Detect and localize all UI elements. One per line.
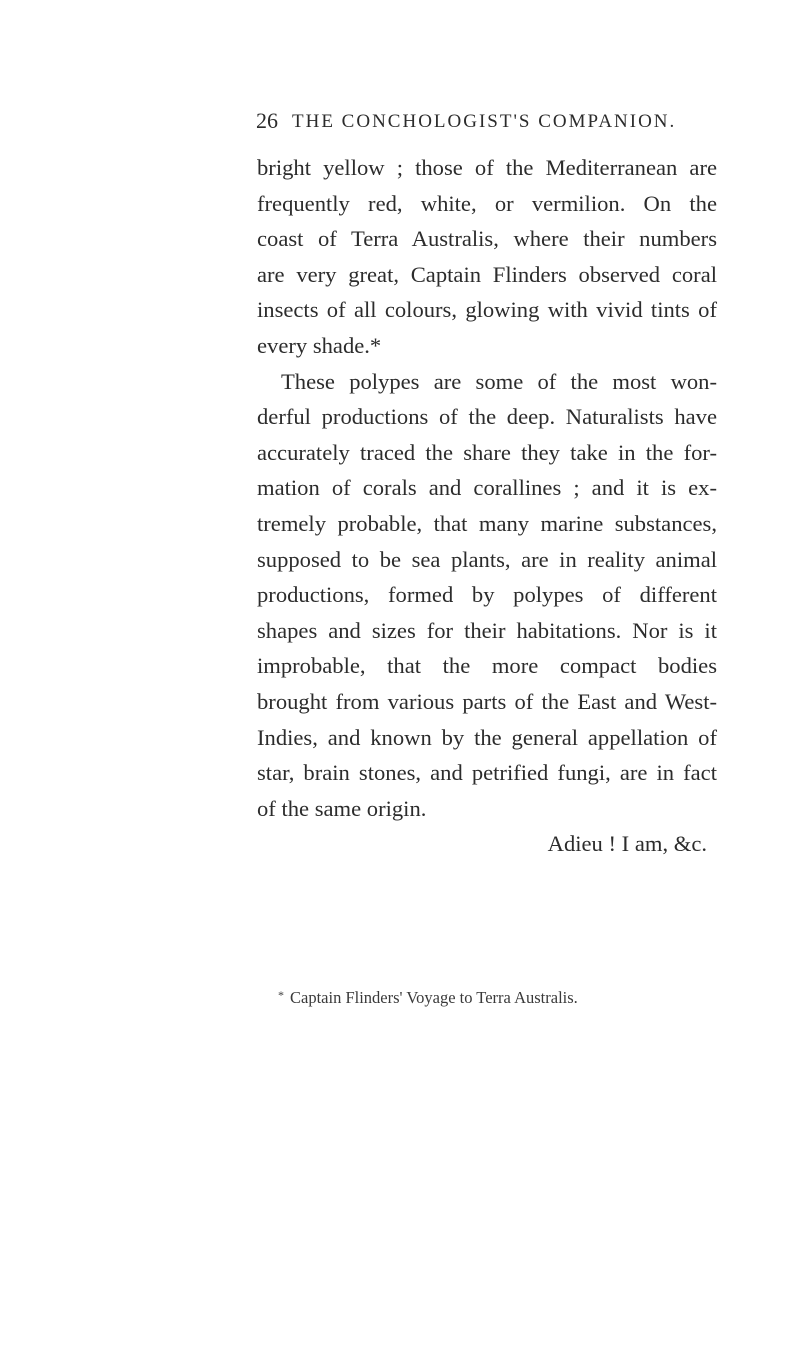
text-line: derful productions of the deep. Naturalists have bbox=[257, 404, 717, 430]
text-line: accurately traced the share they take in the for- bbox=[257, 439, 717, 465]
text-line: insects of all colours, glowing with vivid tints of bbox=[257, 297, 717, 323]
text-line: mation of corals and corallines ; and it is ex- bbox=[257, 475, 717, 501]
page-number: 26 bbox=[256, 108, 278, 133]
text-line: every shade.* bbox=[257, 332, 382, 358]
footnote-text: Captain Flinders' Voyage to Terra Australis. bbox=[290, 988, 578, 1007]
text-line: frequently red, white, or vermilion. On the bbox=[257, 190, 717, 216]
running-title: THE CONCHOLOGIST'S COMPANION. bbox=[292, 111, 677, 132]
text-line: These polypes are some of the most won- bbox=[281, 368, 717, 394]
text-line: of the same origin. bbox=[257, 795, 427, 821]
text-line: bright yellow ; those of the Mediterranean are bbox=[257, 155, 717, 180]
text-line: supposed to be sea plants, are in reality animal bbox=[257, 546, 717, 572]
text-line: Indies, and known by the general appellation of bbox=[257, 724, 717, 750]
footnote bbox=[278, 988, 718, 1008]
closing-line: Adieu ! I am, &c. bbox=[547, 831, 707, 857]
text-line: star, brain stones, and petrified fungi, are in fact bbox=[257, 760, 717, 786]
text-line: shapes and sizes for their habitations. Nor is it bbox=[257, 617, 717, 643]
text-line: productions, formed by polypes of different bbox=[257, 582, 717, 608]
page-header bbox=[256, 108, 716, 140]
text-line: brought from various parts of the East and West- bbox=[257, 688, 717, 714]
text-line: tremely probable, that many marine substances, bbox=[257, 510, 717, 536]
text-line: improbable, that the more compact bodies bbox=[257, 653, 717, 679]
body-text bbox=[257, 150, 717, 862]
footnote-mark: * bbox=[278, 988, 284, 1002]
text-line: are very great, Captain Flinders observed coral bbox=[257, 261, 717, 287]
text-line: coast of Terra Australis, where their numbers bbox=[257, 226, 717, 252]
